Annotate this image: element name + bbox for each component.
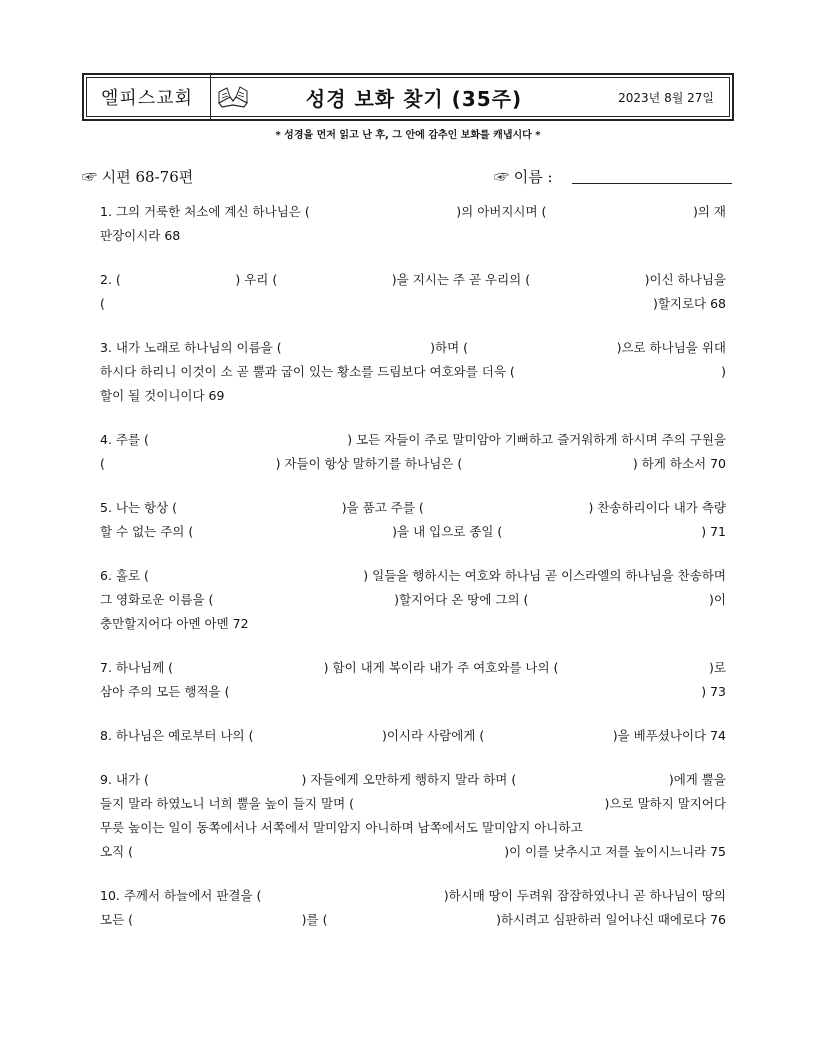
question-text: 5. 나는 항상 ( (100, 500, 178, 515)
question-text: 오직 ( (100, 844, 134, 859)
question-text: ) 일들을 행하시는 여호와 하나님 곧 이스라엘의 하나님을 찬송하며 (363, 568, 726, 583)
question-3 (100, 336, 726, 408)
question-7 (100, 656, 726, 704)
question-text: )로 (709, 660, 726, 675)
question-text: 2. ( (100, 272, 121, 287)
question-line (100, 564, 726, 588)
question-text: )을 내 입으로 종일 ( (392, 524, 503, 539)
question-text: )을 품고 주를 ( (341, 500, 424, 515)
question-text: 무릇 높이는 일이 동쪽에서나 서쪽에서 말미암지 아니하며 남쪽에서도 말미암지 아니하고 (100, 820, 583, 835)
question-text: )이 (709, 592, 726, 607)
question-text: 1. 그의 거룩한 처소에 계신 하나님은 ( (100, 204, 310, 219)
question-line (100, 656, 726, 680)
question-text: 3. 내가 노래로 하나님의 이름을 ( (100, 340, 282, 355)
question-text: )할지로다 68 (652, 296, 726, 311)
question-1 (100, 200, 726, 248)
name-field[interactable] (572, 183, 732, 184)
question-text: 판장이시라 68 (100, 228, 181, 243)
question-line (100, 612, 726, 636)
question-text: 할 수 없는 주의 ( (100, 524, 194, 539)
question-line (100, 384, 726, 408)
question-text: ) 함이 내게 복이라 내가 주 여호와를 나의 ( (323, 660, 559, 675)
question-text: ) (721, 364, 726, 379)
question-line (100, 428, 726, 452)
question-text: 들지 말라 하였노니 너희 뿔을 높이 들지 말며 ( (100, 796, 355, 811)
question-line (100, 792, 726, 816)
question-2 (100, 268, 726, 316)
question-text: ) 하게 하소서 70 (632, 456, 726, 471)
question-text: )하며 ( (430, 340, 469, 355)
passage-reference: ☞ 시편 68-76편 (82, 168, 194, 186)
instruction: * 성경을 먼저 읽고 난 후, 그 안에 감추인 보화를 캐냅시다 * (275, 130, 541, 141)
open-bible-icon (216, 83, 250, 111)
question-text: ( (100, 296, 105, 311)
question-text: )하시매 땅이 두려워 잠잠하였나니 곧 하나님이 땅의 (443, 888, 726, 903)
question-text: 그 영화로운 이름을 ( (100, 592, 214, 607)
question-text: 할이 될 것이니이다 69 (100, 388, 225, 403)
question-text: )에게 뿔을 (668, 772, 726, 787)
question-line (100, 884, 726, 908)
question-text: )을 베푸셨나이다 74 (612, 728, 726, 743)
question-line (100, 496, 726, 520)
question-line (100, 840, 726, 864)
question-text: ) 자들에게 오만하게 행하지 말라 하며 ( (301, 772, 517, 787)
question-text: ) 모든 자들이 주로 말미암아 기뻐하고 즐거워하게 하시며 주의 구원을 (347, 432, 726, 447)
question-line (100, 724, 726, 748)
question-text: 4. 주를 ( (100, 432, 149, 447)
church-name: 엘피스교회 (84, 75, 211, 119)
question-text: 8. 하나님은 예로부터 나의 ( (100, 728, 254, 743)
question-text: )할지어다 온 땅에 그의 ( (394, 592, 529, 607)
question-text: 모든 ( (100, 912, 134, 927)
question-text: 10. 주께서 하늘에서 판결을 ( (100, 888, 262, 903)
question-line (100, 292, 726, 316)
question-line (100, 588, 726, 612)
question-list (100, 200, 726, 952)
question-line (100, 452, 726, 476)
question-text: 하시다 하리니 이것이 소 곧 뿔과 굽이 있는 황소를 드림보다 여호와를 더욱 ( (100, 364, 515, 379)
question-9 (100, 768, 726, 864)
question-text: )의 아버지시며 ( (456, 204, 547, 219)
question-text: ) 71 (701, 524, 726, 539)
question-line (100, 908, 726, 932)
question-line (100, 816, 726, 840)
question-line (100, 520, 726, 544)
question-line (100, 680, 726, 704)
question-text: 충만할지어다 아멘 아멘 72 (100, 616, 249, 631)
question-line (100, 268, 726, 292)
question-6 (100, 564, 726, 636)
question-text: )이시라 사람에게 ( (381, 728, 485, 743)
question-text: 7. 하나님께 ( (100, 660, 174, 675)
question-text: 삼아 주의 모든 행적을 ( (100, 684, 230, 699)
question-text: ) 우리 ( (235, 272, 278, 287)
header-box (82, 73, 734, 121)
date: 2023년 8월 27일 (618, 90, 714, 105)
question-text: )의 재 (692, 204, 726, 219)
question-text: ( (100, 456, 105, 471)
question-4 (100, 428, 726, 476)
question-text: )으로 하나님을 위대 (616, 340, 726, 355)
question-text: )이신 하나님을 (644, 272, 726, 287)
question-text: ) 찬송하리이다 내가 측량 (588, 500, 726, 515)
question-line (100, 768, 726, 792)
question-10 (100, 884, 726, 932)
name-label: ☞ 이름 : (494, 168, 553, 186)
question-line (100, 200, 726, 224)
question-text: ) 자들이 항상 말하기를 하나님은 ( (275, 456, 463, 471)
question-line (100, 224, 726, 248)
question-text: )를 ( (301, 912, 328, 927)
question-text: 6. 홀로 ( (100, 568, 149, 583)
question-text: )하시려고 심판하러 일어나신 때에로다 76 (496, 912, 726, 927)
question-5 (100, 496, 726, 544)
question-line (100, 336, 726, 360)
question-text: )을 지시는 주 곧 우리의 ( (391, 272, 531, 287)
question-text: )으로 말하지 말지어다 (604, 796, 726, 811)
question-text: ) 73 (701, 684, 726, 699)
question-8 (100, 724, 726, 748)
question-text: 9. 내가 ( (100, 772, 149, 787)
question-text: )이 이를 낮추시고 저를 높이시느니라 75 (504, 844, 726, 859)
page-title: 성경 보화 찾기 (35주) (305, 86, 523, 111)
question-line (100, 360, 726, 384)
